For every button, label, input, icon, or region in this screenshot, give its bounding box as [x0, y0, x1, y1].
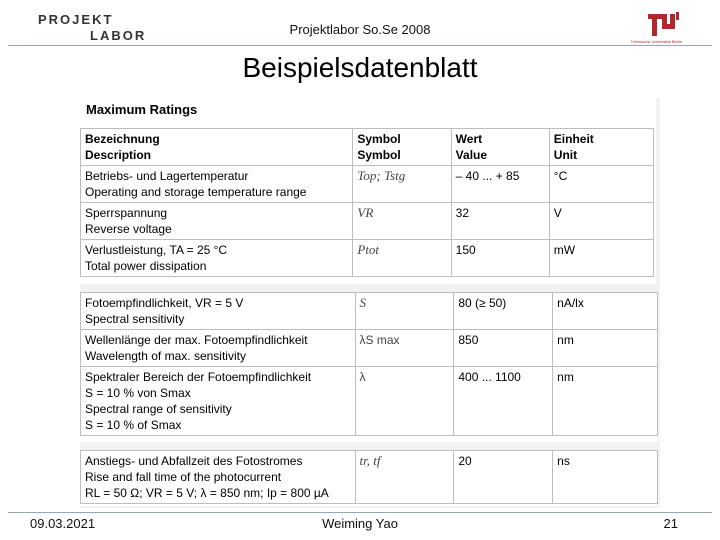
header-symbol — [353, 129, 451, 166]
row-line: Anstiegs- und Abfallzeit des Fotostromes — [85, 454, 303, 468]
logo-line1: PROJEKT — [38, 12, 114, 27]
row-symbol: λ — [355, 367, 454, 436]
row-value: 150 — [451, 240, 549, 277]
ratings-table-1 — [80, 128, 654, 277]
row-description — [81, 240, 353, 277]
header-value-en: Value — [455, 148, 488, 162]
row-value: 80 (≥ 50) — [454, 293, 553, 330]
footer-author: Weiming Yao — [322, 516, 398, 531]
row-desc-de: Betriebs- und Lagertemperatur — [85, 169, 249, 183]
row-line: Spectral sensitivity — [85, 312, 185, 326]
row-line: S = 10 % of Smax — [85, 418, 182, 432]
row-line: RL = 50 Ω; VR = 5 V; λ = 850 nm; Ip = 800 µA — [85, 486, 329, 500]
row-symbol: Ptot — [353, 240, 451, 277]
header-value — [451, 129, 549, 166]
row-symbol: Top; Tstg — [353, 166, 451, 203]
row-symbol: λS max — [355, 330, 454, 367]
row-desc-en: Operating and storage temperature range — [85, 185, 307, 199]
header-unit-en: Unit — [553, 148, 578, 162]
row-value: 400 ... 1100 — [454, 367, 553, 436]
row-unit: V — [549, 203, 653, 240]
row-unit: °C — [549, 166, 653, 203]
row-description — [81, 203, 353, 240]
header-symbol-en: Symbol — [357, 148, 401, 162]
row-symbol: VR — [353, 203, 451, 240]
footer-divider — [8, 512, 712, 513]
row-unit: mW — [549, 240, 653, 277]
row-value: – 40 ... + 85 — [451, 166, 549, 203]
row-line: Wavelength of max. sensitivity — [85, 349, 246, 363]
row-line: S = 10 % von Smax — [85, 386, 191, 400]
datasheet — [80, 98, 660, 508]
row-desc-en: Reverse voltage — [85, 222, 172, 236]
row-description — [81, 293, 356, 330]
table-row — [81, 293, 658, 330]
row-line: Fotoempfindlichkeit, VR = 5 V — [85, 296, 244, 310]
row-line: Rise and fall time of the photocurrent — [85, 470, 282, 484]
row-line: Spectral range of sensitivity — [85, 402, 232, 416]
tu-mark-icon — [648, 12, 680, 38]
row-value: 32 — [451, 203, 549, 240]
row-unit: nA/lx — [553, 293, 658, 330]
row-symbol: S — [355, 293, 454, 330]
page-number: 21 — [663, 516, 678, 531]
row-desc-en: Total power dissipation — [85, 259, 207, 273]
tu-tagline: Technische Universität Berlin — [630, 39, 682, 44]
header-divider — [8, 45, 712, 46]
ratings-table-3 — [80, 450, 658, 504]
row-desc-de: Verlustleistung, TA = 25 °C — [85, 243, 228, 257]
table-row — [81, 367, 658, 436]
table-row — [81, 451, 658, 504]
row-desc-de: Sperrspannung — [85, 206, 168, 220]
slide-title: Beispielsdatenblatt — [242, 52, 478, 83]
row-value: 850 — [454, 330, 553, 367]
logo-line2: LABOR — [90, 28, 147, 43]
header-desc-en: Description — [85, 148, 152, 162]
row-description — [81, 451, 356, 504]
tu-berlin-logo — [612, 12, 682, 46]
header-unit — [549, 129, 653, 166]
header-unit-de: Einheit — [553, 132, 594, 146]
table-row — [81, 203, 654, 240]
row-line: Spektraler Bereich der Fotoempfindlichkeit — [85, 370, 312, 384]
section-title: Maximum Ratings — [86, 102, 198, 117]
row-description — [81, 367, 356, 436]
table-row — [81, 166, 654, 203]
row-description — [81, 166, 353, 203]
footer-date: 09.03.2021 — [30, 516, 96, 531]
ratings-table-2 — [80, 292, 658, 436]
table-row — [81, 240, 654, 277]
header-symbol-de: Symbol — [357, 132, 401, 146]
table-row — [81, 330, 658, 367]
row-value: 20 — [454, 451, 553, 504]
table-header-row — [81, 129, 654, 166]
row-unit: nm — [553, 330, 658, 367]
header-value-de: Wert — [455, 132, 483, 146]
header-desc-de: Bezeichnung — [85, 132, 160, 146]
header-title: Projektlabor So.Se 2008 — [289, 22, 431, 37]
row-unit: nm — [553, 367, 658, 436]
row-line: Wellenlänge der max. Fotoempfindlichkeit — [85, 333, 308, 347]
row-unit: ns — [553, 451, 658, 504]
row-description — [81, 330, 356, 367]
header-description — [81, 129, 353, 166]
row-symbol: tr, tf — [355, 451, 454, 504]
